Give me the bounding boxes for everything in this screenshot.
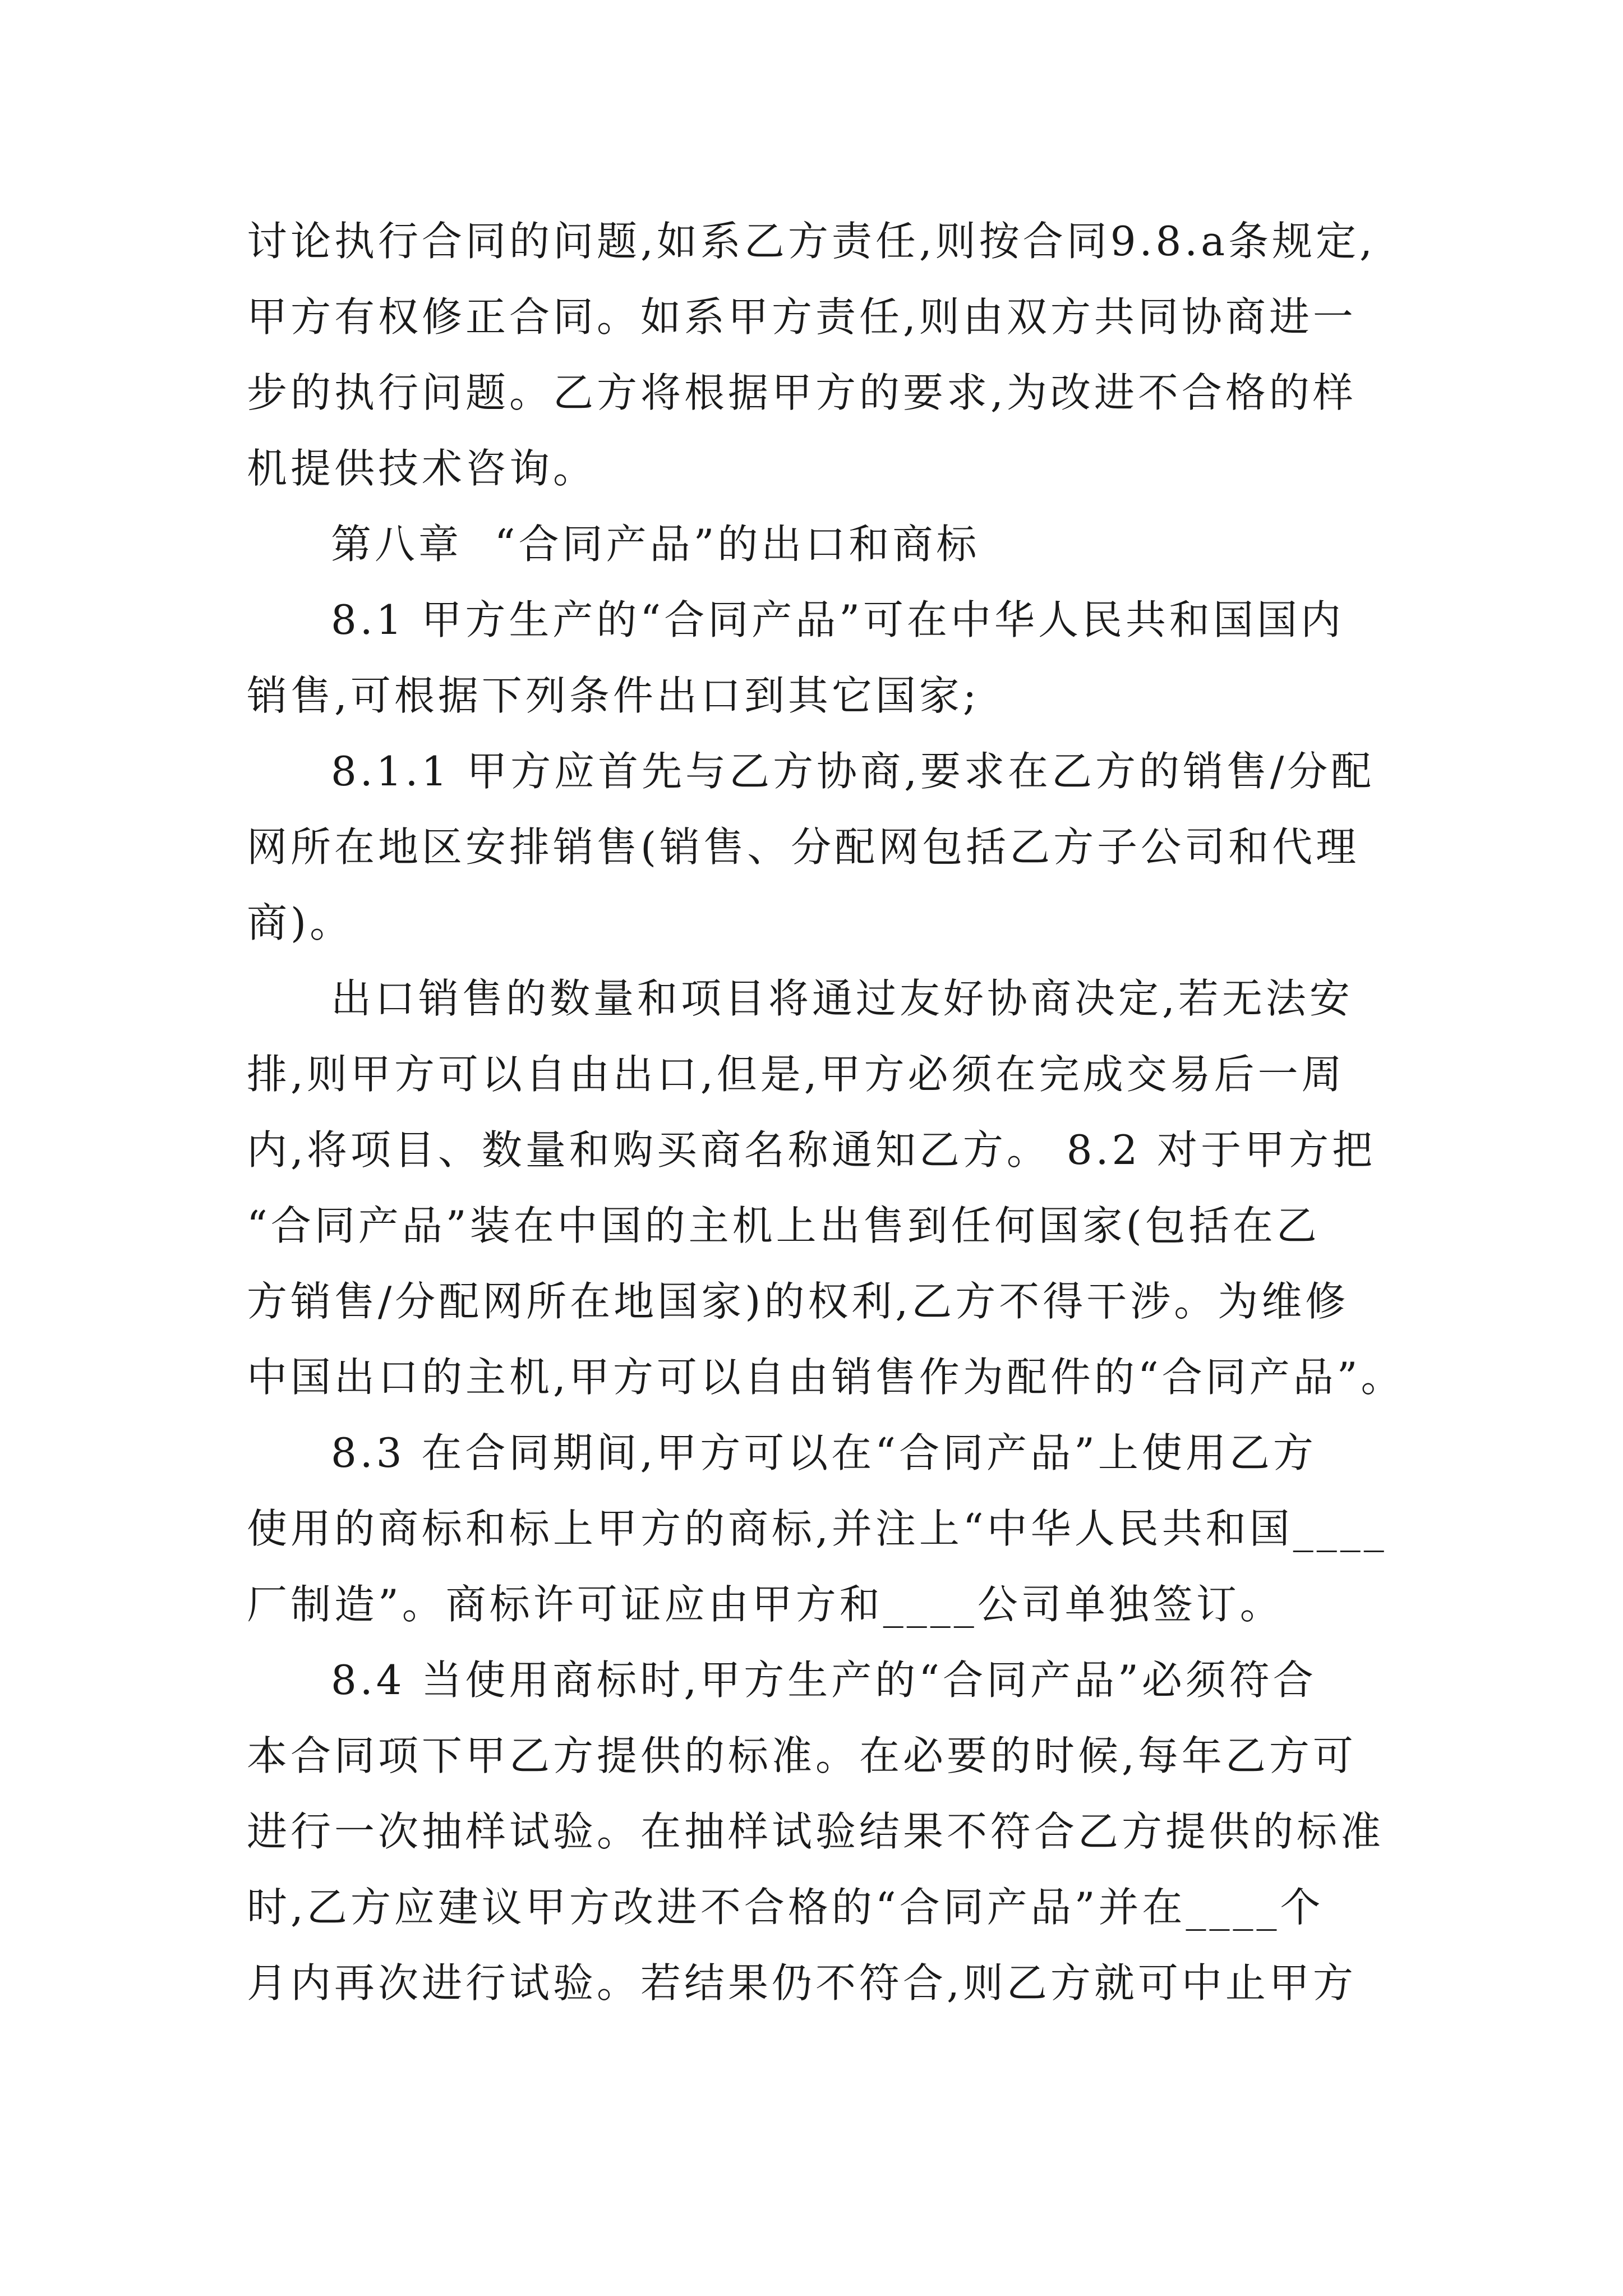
text-line: 销售,可根据下列条件出口到其它国家; bbox=[247, 672, 980, 719]
text-line: 本合同项下甲乙方提供的标准。在必要的时候,每年乙方可 bbox=[247, 1732, 1357, 1779]
text-line: 商)。 bbox=[247, 899, 354, 946]
text-line: 机提供技术咨询。 bbox=[247, 445, 597, 492]
text-line: 8.1.1 甲方应首先与乙方协商,要求在乙方的销售/分配 bbox=[331, 748, 1375, 795]
text-line: 步的执行问题。乙方将根据甲方的要求,为改进不合格的样 bbox=[247, 369, 1357, 416]
text-line: 排,则甲方可以自由出口,但是,甲方必须在完成交易后一周 bbox=[247, 1051, 1345, 1098]
text-line: 月内再次进行试验。若结果仍不符合,则乙方就可中止甲方 bbox=[247, 1959, 1357, 2007]
text-line: “合同产品”装在中国的主机上出售到任何国家(包括在乙 bbox=[247, 1202, 1320, 1249]
text-line: 使用的商标和标上甲方的商标,并注上“中华人民共和国____ bbox=[247, 1505, 1387, 1552]
text-line: 中国出口的主机,甲方可以自由销售作为配件的“合同产品”。 bbox=[247, 1354, 1405, 1401]
text-line: 出口销售的数量和项目将通过友好协商决定,若无法安 bbox=[331, 975, 1353, 1022]
text-line: 厂制造”。商标许可证应由甲方和____公司单独签订。 bbox=[247, 1581, 1284, 1628]
text-line: 方销售/分配网所在地国家)的权利,乙方不得干涉。为维修 bbox=[247, 1278, 1349, 1325]
text-line: 时,乙方应建议甲方改进不合格的“合同产品”并在____个 bbox=[247, 1884, 1324, 1931]
chapter-heading: 第八章 “合同产品”的出口和商标 bbox=[331, 521, 980, 568]
text-line: 甲方有权修正合同。如系甲方责任,则由双方共同协商进一 bbox=[247, 293, 1357, 341]
text-line: 讨论执行合同的问题,如系乙方责任,则按合同9.8.a条规定, bbox=[247, 218, 1376, 265]
text-line: 8.3 在合同期间,甲方可以在“合同产品”上使用乙方 bbox=[331, 1429, 1317, 1476]
text-line: 8.4 当使用商标时,甲方生产的“合同产品”必须符合 bbox=[331, 1657, 1317, 1704]
text-line: 进行一次抽样试验。在抽样试验结果不符合乙方提供的标准 bbox=[247, 1808, 1385, 1855]
text-line: 内,将项目、数量和购买商名称通知乙方。 8.2 对于甲方把 bbox=[247, 1126, 1376, 1174]
text-line: 网所在地区安排销售(销售、分配网包括乙方子公司和代理 bbox=[247, 823, 1360, 871]
text-line: 8.1 甲方生产的“合同产品”可在中华人民共和国国内 bbox=[331, 596, 1345, 643]
